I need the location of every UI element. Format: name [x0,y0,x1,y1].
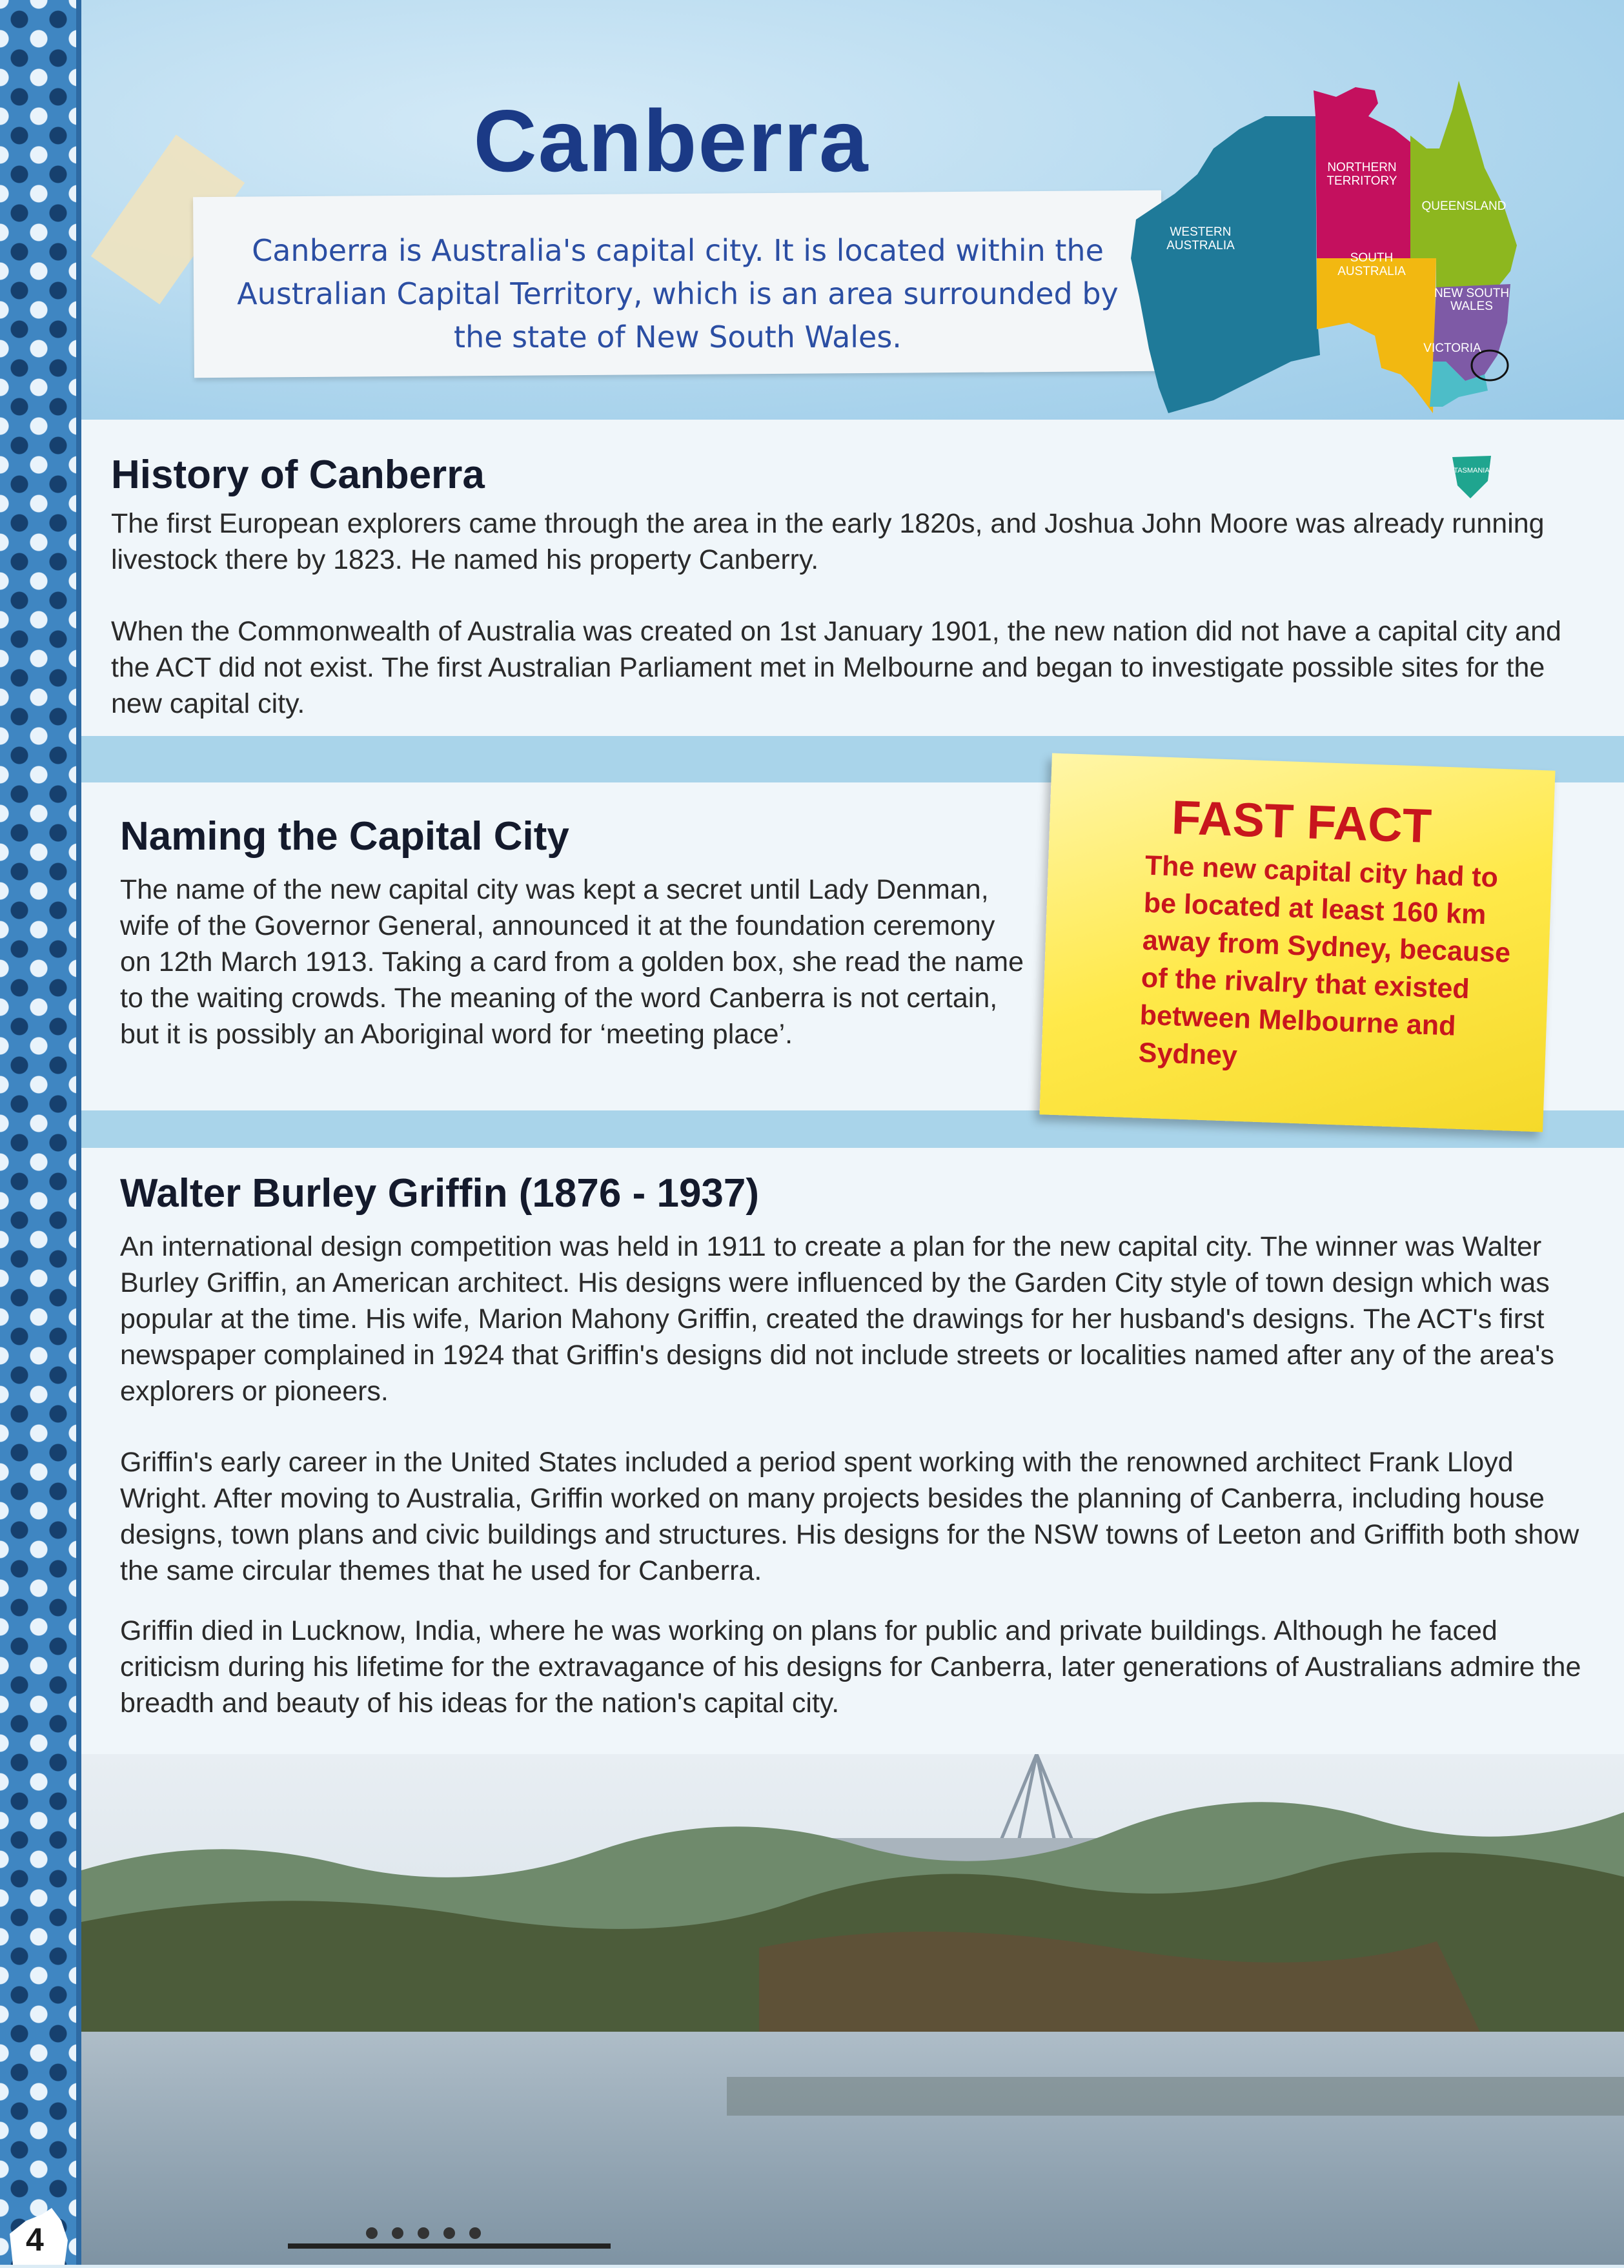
map-western-australia [1131,116,1320,413]
map-label: TERRITORY [1326,174,1397,188]
naming-heading: Naming the Capital City [120,814,569,859]
australia-map [1123,77,1614,516]
map-label: QUEENSLAND [1421,199,1507,213]
map-label: WESTERN [1170,225,1232,239]
griffin-paragraph: An international design competition was held in 1911 to create a plan for the new capital city. The winner was Walter Burley Griffin, an American architect. His designs were influenced by the Garden City style of town design which was popular at the time. His wife, Marion Mahony Griffin, created the drawings for her husband's designs. The ACT's first newspaper complained in 1924 that Griffin's designs did not include streets or localities named after any of the area's explorers or pioneers. [120,1231,1554,1407]
map-label: VICTORIA [1423,342,1481,355]
fast-fact-title: FAST FACT [1170,790,1433,853]
map-label: TASMANIA [1454,467,1490,475]
history-heading: History of Canberra [111,453,485,497]
dotted-border [0,0,81,2265]
map-south-australia [1317,258,1436,413]
border-edge [76,0,81,2265]
intro-text: Canberra is Australia's capital city. It is located within the Australian Capital Territory, which is an area surrounded by the state of New South Wales. [237,233,1119,354]
lake-water [81,2032,1624,2265]
map-label: WALES [1450,300,1493,313]
griffin-paragraph: Griffin's early career in the United States included a period spent working with the renowned architect Frank Lloyd Wright. After moving to Australia, Griffin worked on many projects besides the planning of Canberra, including house designs, town plans and civic buildings and structures. His designs for the NSW towns of Leeton and Griffith both show the same circular themes that he used for Canberra. [120,1447,1579,1586]
map-label: AUSTRALIA [1337,265,1406,278]
map-label: SOUTH [1350,251,1394,265]
page-number: 4 [26,2222,44,2258]
history-paragraph: When the Commonwealth of Australia was created on 1st January 1901, the new nation did not have a capital city and the ACT did not exist. The first Australian Parliament met in Melbourne and began to investigate possible sites for the new capital city. [111,616,1561,719]
map-label: NEW SOUTH [1434,287,1510,300]
naming-paragraph: The name of the new capital city was kept a secret until Lady Denman, wife of the Governor General, announced it at the foundation ceremony on 12th March 1913. Taking a card from a golden box, she read the name to the waiting crowds. The meaning of the word Canberra is not certain, but it is possibly an Aboriginal word for ‘meeting place’. [120,874,1024,1050]
map-tasmania [1452,456,1491,498]
rowing-boat [288,2243,611,2249]
griffin-paragraph: Griffin died in Lucknow, India, where he was working on plans for public and private buildings. Although he faced criticism during his lifetime for the extravagance of his designs for Canberra, later generations of Australians admire the breadth and beauty of his ideas for the nation's capital city. [120,1615,1581,1719]
map-label: NORTHERN [1327,161,1397,174]
map-queensland [1410,81,1517,287]
fast-fact-note [1039,753,1555,1132]
fast-fact-text: The new capital city had to be located at least 160 km away from Sydney, because of the rivalry that existed between Melbourne and Sydney [1138,850,1511,1072]
lake-burley-griffin-photo [81,1754,1624,2265]
griffin-heading: Walter Burley Griffin (1876 - 1937) [120,1171,760,1216]
page-title: Canberra [473,92,869,190]
map-label: AUSTRALIA [1166,239,1235,252]
history-paragraph: The first European explorers came through the area in the early 1820s, and Joshua John Moore was already running livestock there by 1823. He named his property Canberry. [111,508,1545,575]
page-number-badge [6,2208,71,2265]
